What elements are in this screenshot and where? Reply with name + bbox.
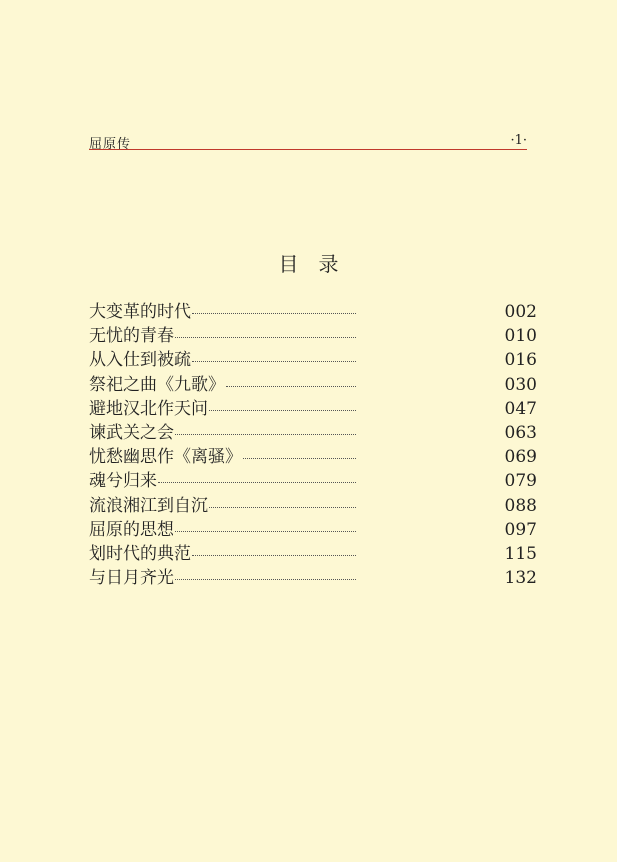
toc-leader-dots xyxy=(226,386,356,387)
toc-entry-page: 079 xyxy=(504,471,537,492)
toc-entry-page: 002 xyxy=(504,302,537,322)
toc-entry-title: 忧愁幽思作《离骚》 xyxy=(89,447,242,468)
toc-entry[interactable] xyxy=(89,518,537,542)
toc-list xyxy=(89,300,537,590)
toc-leader-dots xyxy=(192,313,356,314)
toc-entry-title: 大变革的时代 xyxy=(89,302,191,322)
header-rule xyxy=(89,149,527,150)
running-header-book-title: 屈原传 xyxy=(89,137,132,152)
toc-leader-dots xyxy=(158,482,356,483)
toc-entry[interactable] xyxy=(89,566,537,590)
toc-entry-title: 划时代的典范 xyxy=(89,543,191,564)
toc-entry-page: 010 xyxy=(504,326,537,347)
toc-entry[interactable] xyxy=(89,421,537,445)
toc-entry[interactable] xyxy=(89,324,537,348)
toc-title: 目录 xyxy=(278,252,359,276)
toc-leader-dots xyxy=(175,531,356,532)
toc-entry-title: 从入仕到被疏 xyxy=(89,350,191,371)
toc-entry-page: 069 xyxy=(504,447,537,468)
toc-entry[interactable] xyxy=(89,469,537,493)
toc-entry-title: 无忧的青春 xyxy=(89,326,174,347)
toc-entry-page: 132 xyxy=(504,568,537,589)
toc-entry-page: 088 xyxy=(504,495,537,516)
toc-entry-page: 030 xyxy=(504,374,537,395)
toc-entry-title: 与日月齐光 xyxy=(89,568,174,589)
toc-entry-title: 祭祀之曲《九歌》 xyxy=(89,374,225,395)
toc-leader-dots xyxy=(175,434,356,435)
running-header xyxy=(89,131,527,151)
toc-leader-dots xyxy=(192,555,356,556)
toc-entry-title: 魂兮归来 xyxy=(89,471,157,492)
toc-entry-page: 047 xyxy=(504,398,537,419)
toc-entry[interactable] xyxy=(89,542,537,566)
toc-entry[interactable] xyxy=(89,445,537,469)
toc-entry-title: 流浪湘江到自沉 xyxy=(89,495,208,516)
toc-entry[interactable] xyxy=(89,494,537,518)
toc-leader-dots xyxy=(175,337,356,338)
toc-entry-page: 063 xyxy=(504,422,537,443)
toc-entry-page: 016 xyxy=(504,350,537,371)
toc-leader-dots xyxy=(175,579,356,580)
toc-entry[interactable] xyxy=(89,300,537,324)
toc-leader-dots xyxy=(209,507,356,508)
toc-entry[interactable] xyxy=(89,397,537,421)
toc-entry-title: 谏武关之会 xyxy=(89,422,174,443)
toc-leader-dots xyxy=(192,361,356,362)
toc-entry-title: 避地汉北作天问 xyxy=(89,398,208,419)
toc-leader-dots xyxy=(243,458,356,459)
toc-entry-title: 屈原的思想 xyxy=(89,519,174,540)
toc-entry-page: 115 xyxy=(504,543,537,564)
toc-leader-dots xyxy=(209,410,356,411)
running-header-page-number: ·1· xyxy=(510,133,527,148)
toc-entry[interactable] xyxy=(89,373,537,397)
toc-entry[interactable] xyxy=(89,348,537,372)
toc-entry-page: 097 xyxy=(504,519,537,540)
